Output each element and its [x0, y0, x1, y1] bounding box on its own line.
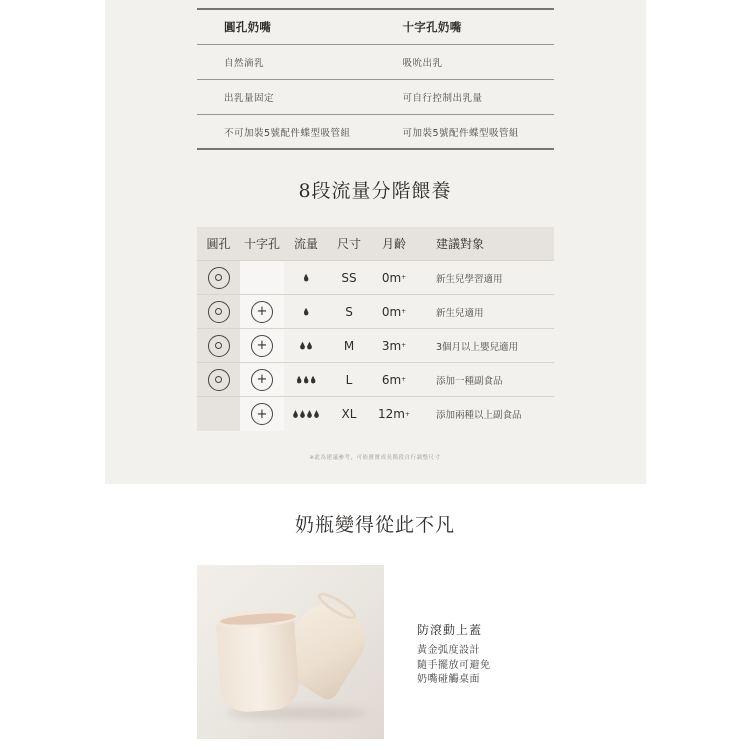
age-cell	[370, 261, 418, 294]
flow-drop-icon	[304, 376, 309, 384]
flow-drop-icon	[304, 308, 309, 316]
comparison-cell: 出乳量固定	[224, 93, 275, 104]
flow-drop-icon	[297, 376, 302, 384]
header-cross: 十字孔	[243, 237, 280, 251]
flow-drop-icon	[307, 342, 312, 350]
age-cell	[370, 329, 418, 362]
cross-cell	[240, 397, 284, 431]
flow-cell	[284, 397, 328, 431]
round-cell	[197, 363, 240, 396]
bottle-cap-photo	[197, 565, 384, 739]
flow-drop-icon	[311, 376, 316, 384]
comparison-cell: 吸吮出乳	[402, 58, 443, 69]
upright-cap-image	[216, 614, 300, 713]
comparison-cell: 可加裝5號配件蝶型吸管組	[402, 127, 520, 139]
flow-header-row	[197, 227, 554, 261]
age-plus: +	[401, 376, 407, 383]
size-cell: SS	[328, 261, 370, 294]
round-cell	[197, 397, 240, 431]
age-plus: +	[401, 308, 407, 315]
flow-cell	[284, 261, 328, 294]
header-target: 建議對象	[436, 237, 485, 251]
header-cross-nipple: 十字孔奶嘴	[402, 20, 462, 34]
flow-row	[197, 363, 554, 397]
feature-line: 隨手擺放可避免	[417, 659, 491, 671]
round-cell	[197, 329, 240, 362]
comparison-cell: 可自行控制出乳量	[402, 93, 483, 104]
flow-drop-icon	[314, 410, 319, 418]
age-value: 3m	[381, 338, 402, 353]
age-value: 12m	[378, 407, 405, 421]
size-note: ※此為建議參考，可依寶寶成長階段自行調整尺寸	[309, 455, 441, 461]
age-plus: +	[401, 342, 407, 349]
cross-hole-icon: +	[251, 403, 273, 425]
flow-drop-icon	[304, 274, 309, 282]
cross-cell	[240, 261, 284, 294]
header-size: 尺寸	[336, 237, 361, 251]
age-plus: +	[401, 274, 407, 281]
flow-row	[197, 397, 554, 431]
feature-line: 黃金弧度設計	[417, 645, 480, 656]
round-cell	[197, 261, 240, 294]
comparison-cell: 自然滴乳	[224, 58, 265, 69]
cross-hole-icon: +	[251, 335, 273, 357]
flow-row	[197, 329, 554, 363]
flow-cell	[284, 295, 328, 328]
feature-title: 防滾動上蓋	[417, 623, 483, 637]
header-age: 月齡	[381, 237, 406, 251]
header-round-nipple: 圓孔奶嘴	[224, 20, 272, 34]
target-cell: 3個月以上嬰兒適用	[418, 329, 554, 362]
flow-size-table	[197, 227, 554, 431]
target-cell: 新生兒學習適用	[418, 261, 554, 294]
flow-drop-icon	[307, 410, 312, 418]
cross-cell	[240, 329, 284, 362]
round-hole-icon	[208, 301, 230, 323]
size-cell: S	[328, 295, 370, 328]
flow-row	[197, 295, 554, 329]
flow-cell	[284, 363, 328, 396]
round-hole-icon	[208, 369, 230, 391]
comparison-header-row	[197, 8, 554, 45]
age-cell	[370, 363, 418, 396]
header-round: 圓孔	[206, 237, 231, 251]
flow-drop-icon	[293, 410, 298, 418]
comparison-row	[197, 80, 554, 115]
age-plus: +	[404, 410, 410, 418]
flow-row	[197, 261, 554, 295]
nipple-comparison-table	[197, 8, 554, 150]
age-value: 0m	[381, 304, 402, 319]
header-flow: 流量	[293, 237, 318, 251]
target-cell: 新生兒適用	[418, 295, 554, 328]
round-cell	[197, 295, 240, 328]
cross-cell	[240, 363, 284, 396]
second-section-title: 奶瓶變得從此不凡	[294, 514, 455, 536]
cross-cell	[240, 295, 284, 328]
size-cell: M	[328, 329, 370, 362]
age-value: 6m	[381, 372, 402, 387]
size-cell: L	[328, 363, 370, 396]
age-value: 0m	[381, 270, 402, 285]
round-hole-icon	[208, 267, 230, 289]
flow-section-title: 8段流量分階餵養	[298, 180, 452, 202]
feature-description	[417, 621, 491, 688]
feature-line: 奶嘴碰觸桌面	[417, 674, 480, 685]
cross-hole-icon: +	[251, 301, 273, 323]
flow-drop-icon	[300, 410, 305, 418]
comparison-row	[197, 45, 554, 80]
flow-drop-icon	[300, 342, 305, 350]
cross-hole-icon: +	[251, 369, 273, 391]
size-cell: XL	[328, 397, 370, 431]
comparison-row	[197, 115, 554, 150]
age-cell	[370, 295, 418, 328]
round-hole-icon	[208, 335, 230, 357]
target-cell: 添加一種副食品	[418, 363, 554, 396]
flow-cell	[284, 329, 328, 362]
age-cell	[370, 397, 418, 431]
comparison-cell: 不可加裝5號配件蝶型吸管組	[224, 127, 351, 139]
target-cell: 添加兩種以上副食品	[418, 397, 554, 431]
